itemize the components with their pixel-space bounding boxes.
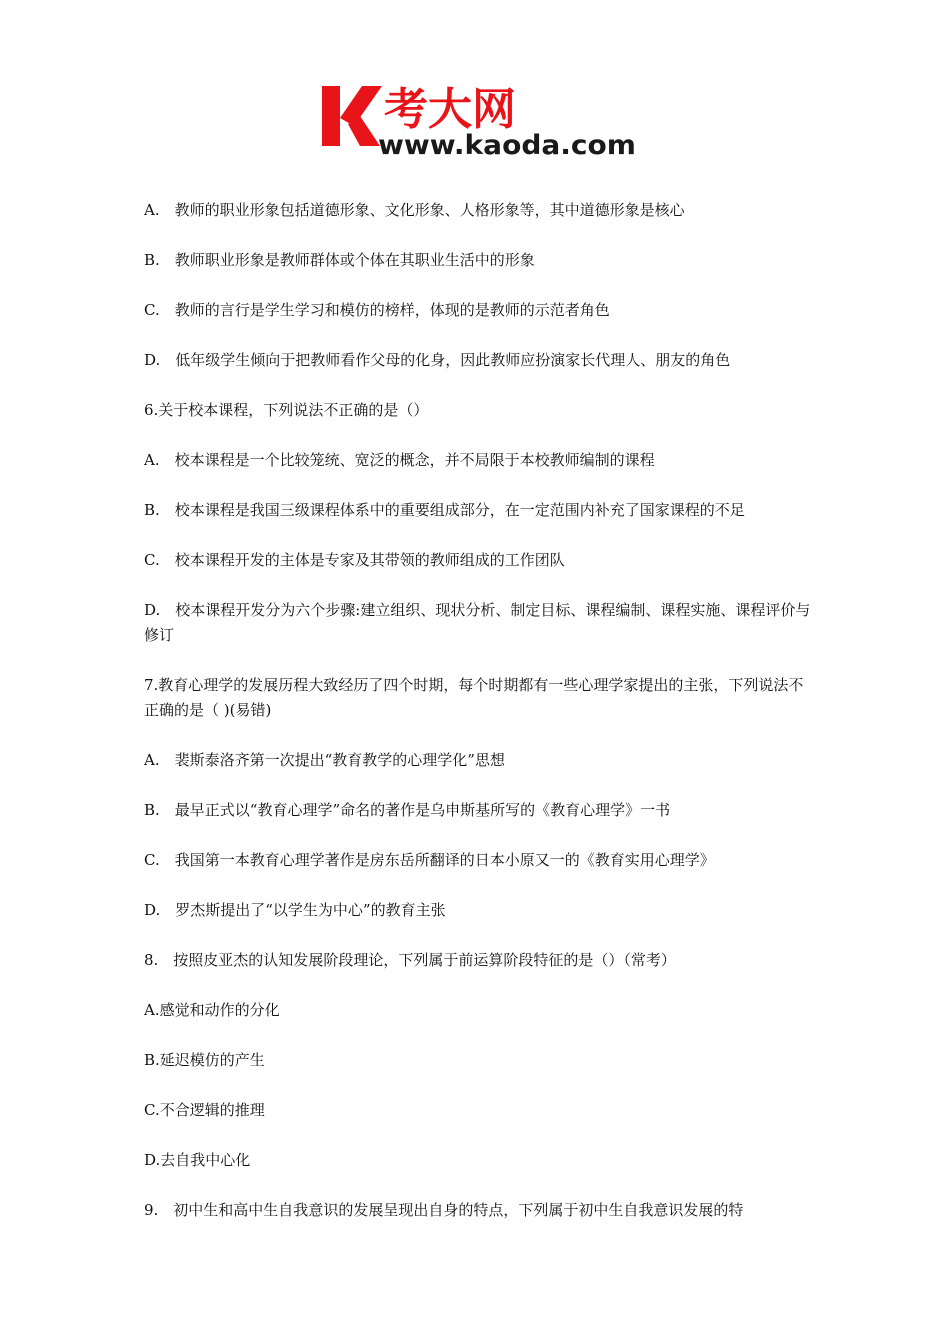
- question-6-option-c: C. 校本课程开发的主体是专家及其带领的教师组成的工作团队: [144, 551, 565, 569]
- question-7: 7.教育心理学的发展历程大致经历了四个时期，每个时期都有一些心理学家提出的主张，下列说法不正确的是（ )(易错): [144, 676, 804, 719]
- option-a-teacher-image: A. 教师的职业形象包括道德形象、文化形象、人格形象等，其中道德形象是核心: [144, 201, 685, 219]
- kaoda-logo-graphic: [318, 78, 640, 160]
- logo-brand-cn: 考大网: [384, 84, 516, 135]
- question-7-option-d: D. 罗杰斯提出了“以学生为中心”的教育主张: [144, 901, 446, 919]
- option-c-teacher-image: C. 教师的言行是学生学习和模仿的榜样，体现的是教师的示范者角色: [144, 301, 610, 319]
- question-6-option-d: D. 校本课程开发分为六个步骤:建立组织、现状分析、制定目标、课程编制、课程实施、课程评价与修订: [144, 601, 811, 644]
- question-6-option-a: A. 校本课程是一个比较笼统、宽泛的概念，并不局限于本校教师编制的课程: [144, 451, 655, 469]
- option-d-teacher-image: D. 低年级学生倾向于把教师看作父母的化身，因此教师应扮演家长代理人、朋友的角色: [144, 351, 731, 369]
- question-8-option-a: A.感觉和动作的分化: [144, 1001, 280, 1019]
- question-8-option-b: B.延迟模仿的产生: [144, 1051, 265, 1069]
- question-9: 9. 初中生和高中生自我意识的发展呈现出自身的特点，下列属于初中生自我意识发展的特: [144, 1201, 744, 1219]
- question-8: 8. 按照皮亚杰的认知发展阶段理论，下列属于前运算阶段特征的是（）（常考）: [144, 951, 676, 969]
- logo-domain: www.kaoda.com: [378, 130, 636, 160]
- kaoda-logo: [318, 78, 640, 160]
- question-7-option-a: A. 裴斯泰洛齐第一次提出“教育教学的心理学化”思想: [144, 751, 505, 769]
- question-8-option-d: D.去自我中心化: [144, 1151, 251, 1169]
- option-b-teacher-image: B. 教师职业形象是教师群体或个体在其职业生活中的形象: [144, 251, 535, 269]
- document-body: [144, 198, 812, 1248]
- question-8-option-c: C.不合逻辑的推理: [144, 1101, 265, 1119]
- question-7-option-b: B. 最早正式以“教育心理学”命名的著作是乌申斯基所写的《教育心理学》一书: [144, 801, 671, 819]
- logo-k-vertical: [322, 86, 340, 146]
- question-7-option-c: C. 我国第一本教育心理学著作是房东岳所翻译的日本小原又一的《教育实用心理学》: [144, 851, 715, 869]
- question-6-option-b: B. 校本课程是我国三级课程体系中的重要组成部分，在一定范围内补充了国家课程的不足: [144, 501, 745, 519]
- question-6: 6.关于校本课程，下列说法不正确的是（）: [144, 401, 429, 419]
